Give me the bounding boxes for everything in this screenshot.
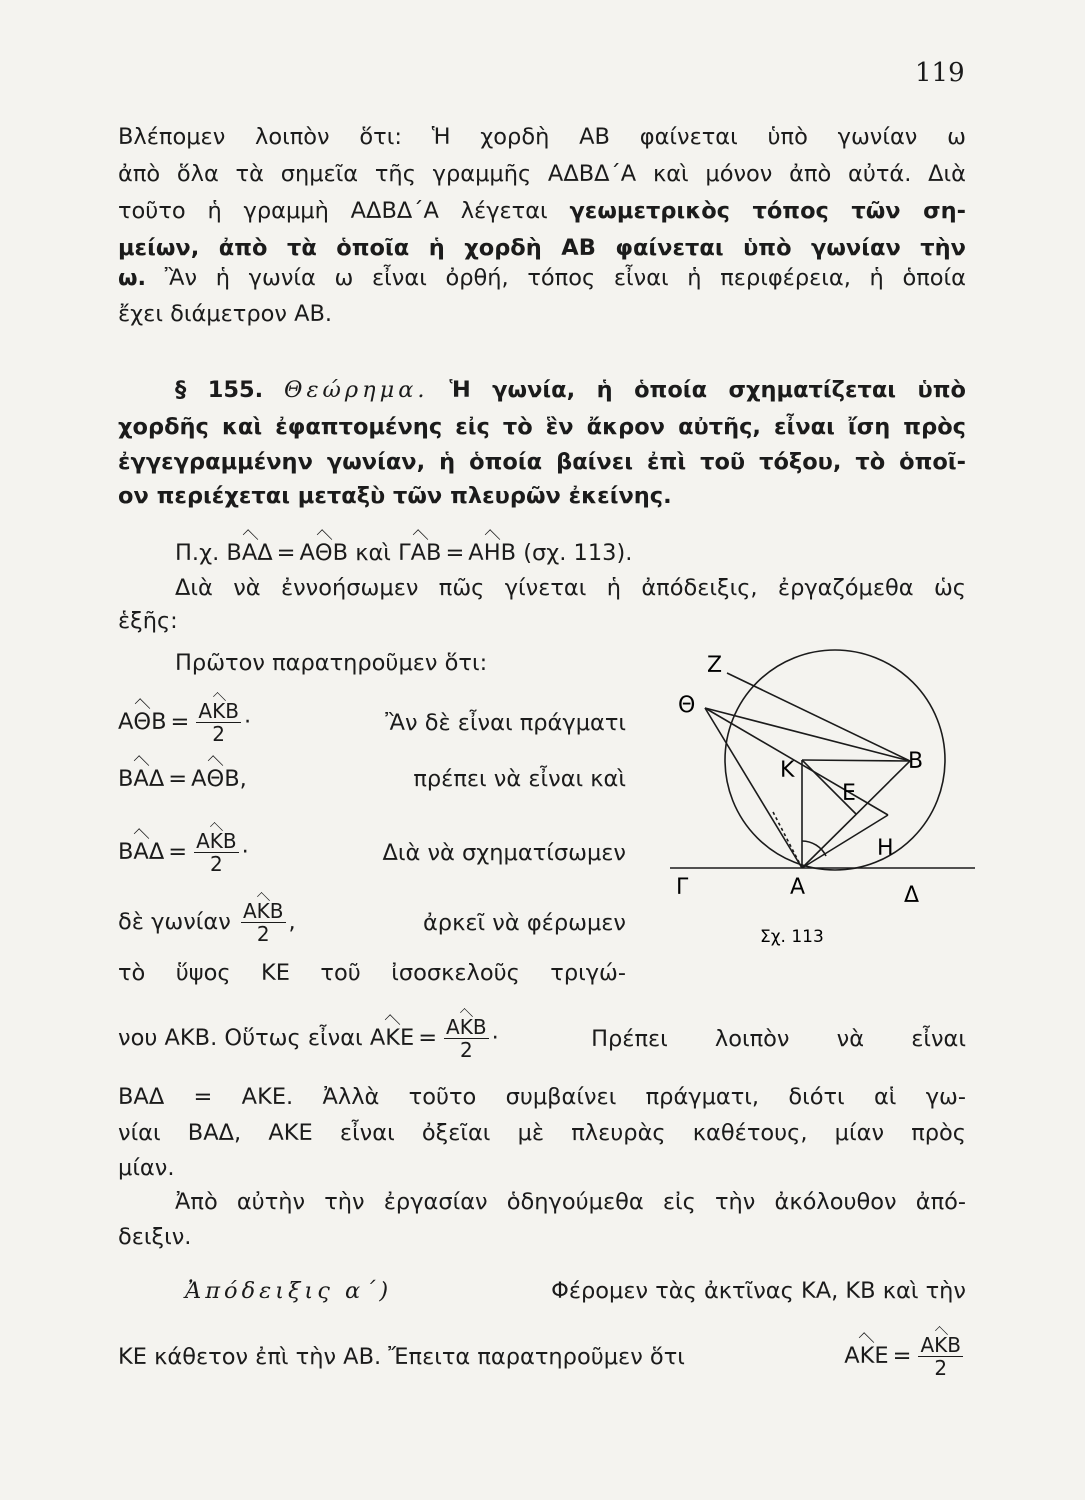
text-line: Ἀπὸ αὐτὴν τὴν ἐργασίαν ὁδηγούμεθα εἰς τὴν ἀκόλουθον ἀπό-: [175, 1189, 966, 1215]
numerator: ΑΚΒ: [446, 1015, 487, 1039]
theorem-line: χορδῆς καὶ ἐφαπτομένης εἰς τὸ ἓν ἄκρον αὐτῆς, εἶναι ἴση πρὸς: [118, 414, 966, 440]
text-span: ΚΕ κάθετον ἐπὶ τὴν ΑΒ. Ἔπειτα παρατηροῦμεν ὅτι: [118, 1343, 685, 1370]
angle-bad: ΒΑΔ: [118, 766, 165, 792]
denominator: 2: [934, 1356, 948, 1380]
denominator: 2: [209, 852, 223, 876]
angle-bad: ΒΑΔ: [226, 540, 273, 566]
text-span: δὲ γωνίαν: [118, 909, 231, 935]
theorem-line: ἐγγεγραμμένην γωνίαν, ἡ ὁποία βαίνει ἐπὶ τοῦ τόξου, τὸ ὁποῖ-: [118, 449, 966, 475]
numerator: ΑΚΒ: [196, 829, 237, 853]
fraction: [444, 1016, 489, 1061]
bold-term: ω.: [118, 265, 147, 291]
label-g: Γ: [676, 875, 689, 900]
text-span: πρέπει νὰ εἶναι καὶ: [413, 766, 626, 792]
line-theta-a: [705, 708, 802, 868]
math-line: ΒΑΔ = ΑΘΒ, πρέπει νὰ εἶναι καὶ: [118, 766, 626, 792]
section-number: § 155.: [175, 377, 264, 403]
numerator: ΑΚΒ: [920, 1333, 961, 1357]
angle-ake: ΑΚΕ: [369, 1025, 415, 1051]
figure-ref: (σχ. 113).: [523, 540, 633, 566]
and-word: καὶ: [355, 540, 391, 566]
line-theta-b: [705, 708, 910, 761]
label-a: Α: [790, 875, 806, 900]
angle-athb: ΑΘΒ: [299, 540, 349, 566]
fraction: [194, 830, 239, 875]
theorem-line: ον περιέχεται μεταξὺ τῶν πλευρῶν ἐκείνης.: [118, 483, 672, 509]
figure-caption: Σχ. 113: [760, 927, 824, 947]
fraction: [196, 700, 241, 745]
text-span: Ἂν δὲ εἶναι πράγματι: [385, 709, 626, 736]
math-line: ΒΑΔ = $\frac{\text{ΑΚΒ}}{2}$ · Διὰ νὰ σχηματίσωμεν: [118, 829, 626, 876]
proof-line: ΚΕ κάθετον ἐπὶ τὴν ΑΒ. Ἔπειτα παρατηροῦμεν ὅτι ΑΚΕ = $\frac{\text{ΑΚΒ}}{2}$: [118, 1333, 961, 1380]
bold-term: γεωμετρικὸς τόπος τῶν ση-: [569, 198, 966, 224]
text-line: ἑξῆς:: [118, 608, 178, 634]
example-prefix: Π.χ.: [175, 540, 220, 566]
text-span: νου ΑΚΒ. Οὕτως εἶναι: [118, 1025, 363, 1051]
fraction: [241, 900, 286, 945]
text-line: [118, 263, 966, 293]
text-line: ΒΑΔ = ΑΚΕ. Ἀλλὰ τοῦτο συμβαίνει πράγματι, διότι αἱ γω-: [118, 1084, 966, 1110]
text-line: [118, 196, 966, 226]
text-line: ἀπὸ ὅλα τὰ σημεῖα τῆς γραμμῆς ΑΔΒΔ΄Α καὶ μόνον ἀπὸ αὐτά. Διὰ: [118, 161, 966, 187]
angle-gab: ΓΑΒ: [398, 540, 442, 566]
label-e: Ε: [842, 781, 856, 806]
text-line: ἔχει διάμετρον ΑΒ.: [118, 301, 333, 327]
text-span: Διὰ νὰ σχηματίσωμεν: [382, 839, 626, 866]
theorem-word: Θεώρημα.: [284, 377, 429, 403]
fraction: [918, 1334, 963, 1379]
radius-kb: [802, 760, 910, 761]
text-line: Πρῶτον παρατηροῦμεν ὅτι:: [175, 650, 488, 676]
math-line: ΑΘΒ = $\frac{\text{ΑΚΒ}}{2}$ · Ἂν δὲ εἶναι πράγματι: [118, 699, 626, 746]
example-line: Π.χ. ΒΑΔ = ΑΘΒ καὶ ΓΑΒ = ΑΗΒ (σχ. 113).: [175, 540, 633, 566]
denominator: 2: [212, 722, 226, 746]
math-line: νου ΑΚΒ. Οὕτως εἶναι ΑΚΕ = $\frac{\text{ΑΚΒ}}{2}$ · Πρέπει λοιπὸν νὰ εἶναι: [118, 1015, 966, 1062]
proof-label: Ἀπόδειξις α΄): [185, 1278, 393, 1304]
angle-bad: ΒΑΔ: [118, 839, 165, 865]
denominator: 2: [256, 922, 270, 946]
text-span: ἀρκεῖ νὰ φέρωμεν: [422, 909, 626, 936]
chord-zb: [727, 673, 910, 761]
line-h-a: [802, 815, 888, 868]
text-line: μίαν.: [118, 1155, 175, 1181]
denominator: 2: [459, 1038, 473, 1062]
math-line: δὲ γωνίαν $\frac{\text{ΑΚΒ}}{2}$ , ἀρκεῖ νὰ φέρωμεν: [118, 899, 626, 946]
angle-ake: ΑΚΕ: [844, 1343, 889, 1369]
theorem-text: Ἡ γωνία, ἡ ὁποία σχηματίζεται ὑπὸ: [449, 377, 966, 403]
text-span: Φέρομεν τὰς ἀκτῖνας ΚΑ, ΚΒ καὶ τὴν: [551, 1278, 966, 1304]
label-d: Δ: [904, 883, 920, 908]
proof-line: [185, 1276, 966, 1306]
text-line: Διὰ νὰ ἐννοήσωμεν πῶς γίνεται ἡ ἀπόδειξις, ἐργαζόμεθα ὡς: [175, 575, 966, 601]
numerator: ΑΚΒ: [198, 699, 239, 723]
theorem-heading: [175, 375, 966, 405]
text-span: Πρέπει λοιπὸν νὰ εἶναι: [591, 1025, 966, 1052]
text-span: Ἂν ἡ γωνία ω εἶναι ὀρθή, τόπος εἶναι ἡ περιφέρεια, ἡ ὁποία: [164, 265, 966, 291]
numerator: ΑΚΒ: [242, 899, 284, 923]
text-span: τοῦτο ἡ γραμμὴ ΑΔΒΔ΄Α λέγεται: [118, 198, 548, 224]
text-line: μείων, ἀπὸ τὰ ὁποῖα ἡ χορδὴ ΑΒ φαίνεται ὑπὸ γωνίαν τὴν: [118, 235, 966, 261]
angle-athb: ΑΘΒ: [191, 766, 240, 792]
angle-athb: ΑΘΒ: [118, 709, 167, 735]
label-b: Β: [908, 749, 924, 774]
geometry-figure: [660, 640, 990, 960]
label-k: Κ: [780, 758, 795, 783]
text-line: τὸ ὕψος ΚΕ τοῦ ἰσοσκελοῦς τριγώ-: [118, 960, 626, 986]
text-line: Βλέπομεν λοιπὸν ὅτι: Ἡ χορδὴ ΑΒ φαίνεται ὑπὸ γωνίαν ω: [118, 124, 966, 150]
angle-ahb: ΑΗΒ: [468, 540, 517, 566]
label-theta: Θ: [678, 693, 696, 718]
text-line: νίαι ΒΑΔ, ΑΚΕ εἶναι ὀξεῖαι μὲ πλευρὰς καθέτους, μίαν πρὸς: [118, 1120, 966, 1146]
label-h: Η: [877, 836, 894, 861]
page-number: 119: [915, 58, 965, 88]
text-line: δειξιν.: [118, 1224, 192, 1250]
label-z: Ζ: [707, 653, 723, 678]
